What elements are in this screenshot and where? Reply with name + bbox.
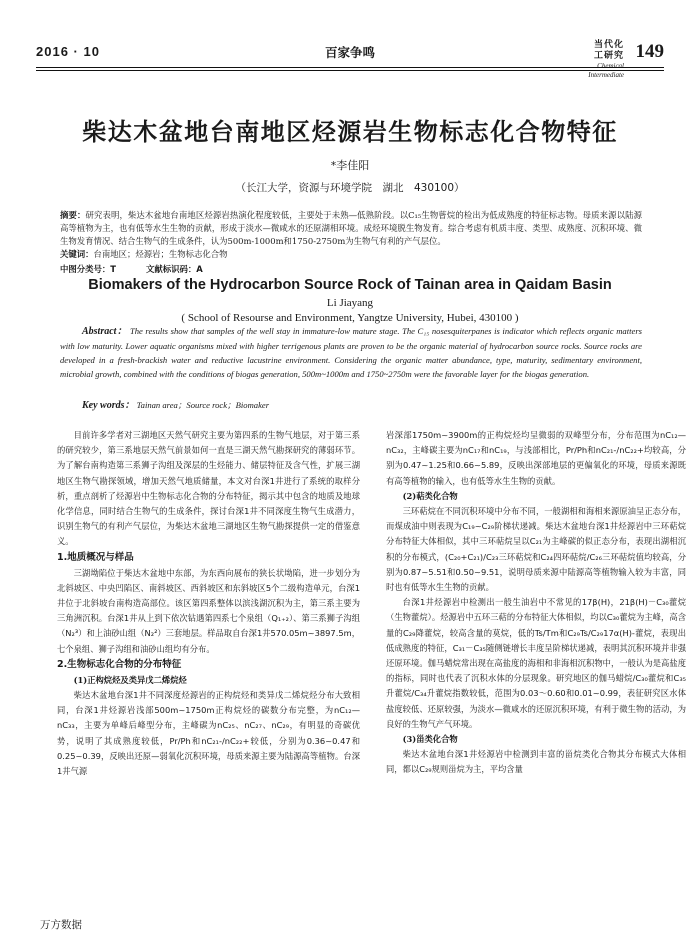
abstract-cn-text: 研究表明，柴达木盆地台南地区烃源岩热演化程度较低，主要处于未熟—低熟阶段。以C₁₅生物蒈烷的检出为低成熟度的特征标志物。母质来源以陆源高等植物为主，也有低等水生生物的贡献，形成于淡水—微咸水的还原湖相环境。成烃环境脱生物发育。综合考虑有机质丰度、类型、成熟度、沉积环境、微生物发育情况、结合生物气的生成条件，认为500m-1000m和1750-2750m为生物气有利的产气层位。 bbox=[60, 210, 643, 246]
journal-logo bbox=[588, 40, 624, 80]
journal-name-cn: 当代化工研究 bbox=[593, 40, 624, 61]
keywords-cn bbox=[60, 248, 642, 261]
journal-name-en: Chemical Intermediate bbox=[588, 62, 624, 79]
keywords-en-text: Tainan area；Source rock；Biomaker bbox=[136, 400, 270, 410]
article-title-en: Biomakers of the Hydrocarbon Source Rock of Tainan area in Qaidam Basin bbox=[88, 277, 612, 293]
section-heading-2: 2.生物标志化合物的分布特征 bbox=[57, 658, 182, 670]
doc-code-value: A bbox=[196, 264, 203, 274]
footer-watermark: 万方数据 bbox=[40, 919, 82, 931]
abstract-en-label: Abstract： bbox=[82, 326, 128, 337]
body-column-left bbox=[57, 428, 360, 779]
header-rule-thin bbox=[36, 70, 664, 71]
page-number: 149 bbox=[635, 41, 664, 62]
clc-value: T bbox=[110, 264, 116, 274]
affiliation-cn: （长江大学，资源与环境学院 湖北 430100） bbox=[235, 182, 465, 194]
keywords-cn-label: 关键词： bbox=[60, 249, 94, 259]
article-title-cn: 柴达木盆地台南地区烃源岩生物标志化合物特征 bbox=[82, 118, 618, 146]
subsection-heading-2-2: (2)萜类化合物 bbox=[402, 490, 458, 501]
keywords-en-label: Key words： bbox=[82, 400, 135, 411]
author-cn: *李佳阳 bbox=[330, 159, 370, 172]
author-en: Li Jiayang bbox=[326, 297, 374, 309]
alkane-paragraph: 柴达木盆地台深1井不同深度烃源岩的正构烷烃和类异戊二烯烷烃分布大致相同，台深1井烃源岩浅部500m~1750m正构烷烃的碳数分布完整，为nC₁₂—nC₃₃，主要为单峰后峰型分布，主峰碳为nC₂₅、nC₂₇、nC₂₉，有明显的奇碳优势，说明了其成熟度较低，Pr/Ph和nC₂₁-/nC₂₂+较低，分别为0.36~0.47和0.25~0.39，反映出还原—弱氧化沉积环境，母质来源主要为陆源高等植物。台深1井气源 bbox=[57, 690, 360, 777]
keywords-cn-text: 台南地区；烃源岩；生物标志化合物 bbox=[93, 249, 228, 259]
alkane-paragraph-cont: 岩深部1750m~3900m的正构烷烃均呈微弱的双峰型分布，分布范围为nC₁₂—nC₃₂，主峰碳主要为nC₁₇和nC₁₉，与浅部相比，Pr/Ph和nC₂₁-/nC₂₂+均较高，分别为0.47~1.25和0.66~5.89，反映出深部地层的更偏氧化的环境，母质来源既有高等植物的输入，也有低等水生生物的贡献。 bbox=[386, 430, 686, 486]
page-header bbox=[36, 40, 664, 79]
abstract-en bbox=[60, 324, 642, 381]
body-column-right bbox=[386, 428, 686, 778]
intro-paragraph: 目前许多学者对三湖地区天然气研究主要为第四系的生物气地层，对于第三系的研究较少，第三系地层天然气前景如何一直是三湖天然气勘探研究的薄弱环节。为了解台南构造第三系狮子沟组及深层的生烃能力、储层特征及含气性，扩展三湖地区生物气勘探领域，增加天然气地质储量，本文对台深1井进行了系统的取样分析，重点剖析了烃源岩中生物标志化合物的分布特征，揭示其中包含的地质及地球化学信息，同时结合生物气的生成条件，探讨台深1井不同深度生物气生成潜力，识别生物气的有利产气层位，为柴达木盆地三湖地区生物气勘探提供一定的借鉴意义。 bbox=[57, 430, 360, 547]
keywords-en bbox=[82, 398, 642, 413]
geology-paragraph: 三湖坳陷位于柴达木盆地中东部，为东西向展布的狭长状坳陷，进一步划分为北斜坡区、中央凹陷区、南斜坡区、西斜坡区和东斜坡区5个二级构造单元，台深1井位于北斜坡台南构造高部位。该区第四系整体以滨浅湖沉积为主，第三系主要为三角洲沉积。台深1井从上到下依次钻遇第四系七个泉组（Q₁₊₂）、第三系狮子沟组（N₂³）和上油砂山组（N₂²）三套地层。样品取自台深1井570.05m~3897.5m，七个泉组、狮子沟组和油砂山组均有分布。 bbox=[57, 567, 361, 654]
issue-label: 2016 · 10 bbox=[36, 44, 100, 59]
abstract-cn-label: 摘要： bbox=[60, 210, 86, 220]
abstract-cn bbox=[60, 209, 642, 248]
affiliation-en: ( School of Resourse and Environment, Yangtze University, Hubei, 430100 ) bbox=[181, 312, 519, 324]
abstract-en-text: The results show that samples of the well stay in immature-low mature stage. The C₁₅ nosesquiterpanes is indicator which reflects organic matters with low maturity. Lower aquatic organisms mixed with higher terrigenous plants are proven to be the organic material of hydrocarbon source rocks. Source rocks are developed in a fresh-brackish water and reductive lacustrine environment. Considering the organic matter abundance, type, maturity, sedimentary environment, microbial growth, combined with the conditions of biogas generation, 500m~1000m and 1750~2750m were the favorable layer for the biogas generation. bbox=[60, 326, 643, 379]
doc-code-label: 文献标识码： bbox=[145, 264, 197, 274]
hopane-paragraph: 台深1井烃源岩中检测出一般生油岩中不常见的17β(H)，21β(H)－C₃₀藿烷（生物藿烷）。烃源岩中五环三萜的分布特征大体相似，均以C₃₀藿烷为主峰，高含量的C₂₉降藿烷，较高含量的莫烷，低的Ts/Tm和C₂₉Ts/C₂₉17α(H)-藿烷，表现出低成熟度的特征，C₃₁－C₃₅随侧链增长丰度呈阶梯状递减，表明其沉积环境并非强还原环境。伽马蜡烷常出现在高盐度的海相和非海相沉积物中，一般认为是高盐度的指标，同时也代表了沉积水体的分层现象。研究地区的伽马蜡烷/C₃₀藿烷和C₃₅升藿烷/C₃₄升藿烷指数较低，范围为0.03～0.60和0.01~0.99，表征研究区水体盐度较低、还原较强，为淡水—微咸水的还原沉积环境，有利于微生物的活动，为良好的生物气产气环境。 bbox=[386, 597, 686, 729]
column-title: 百家争鸣 bbox=[324, 45, 375, 60]
subsection-heading-2-1: (1)正构烷烃及类异戊二烯烷烃 bbox=[73, 674, 187, 685]
subsection-heading-2-3: (3)甾类化合物 bbox=[402, 734, 458, 745]
sterane-paragraph: 柴达木盆地台深1井烃源岩中检测到丰富的甾烷类化合物其分布模式大体相同，都以C₂₉规则甾烷为主，平均含量 bbox=[386, 749, 686, 775]
clc-label: 中图分类号： bbox=[60, 264, 111, 274]
header-rule bbox=[36, 67, 664, 68]
section-heading-1: 1.地质概况与样品 bbox=[57, 551, 134, 563]
classification-line bbox=[60, 263, 642, 276]
terpane-paragraph: 三环萜烷在不同沉积环境中分布不同，一般湖相和海相来源原油呈正态分布，而煤成油中则表现为C₁₉~C₂₉阶梯状递减。柴达木盆地台深1井烃源岩中三环萜烷分布特征大体相似，其中三环萜烷呈以C₂₁为主峰碳的似正态分布，表现出湖相沉积的分布模式，(C₂₀+C₂₁)/C₂₃三环萜烷和C₂₄四环萜烷/C₂₆三环萜烷值均较高，分别为0.87~5.51和0.50~9.51，说明母质来源中陆源高等植物输入较为丰富，同时也有低等水生生物的贡献。 bbox=[386, 506, 686, 593]
